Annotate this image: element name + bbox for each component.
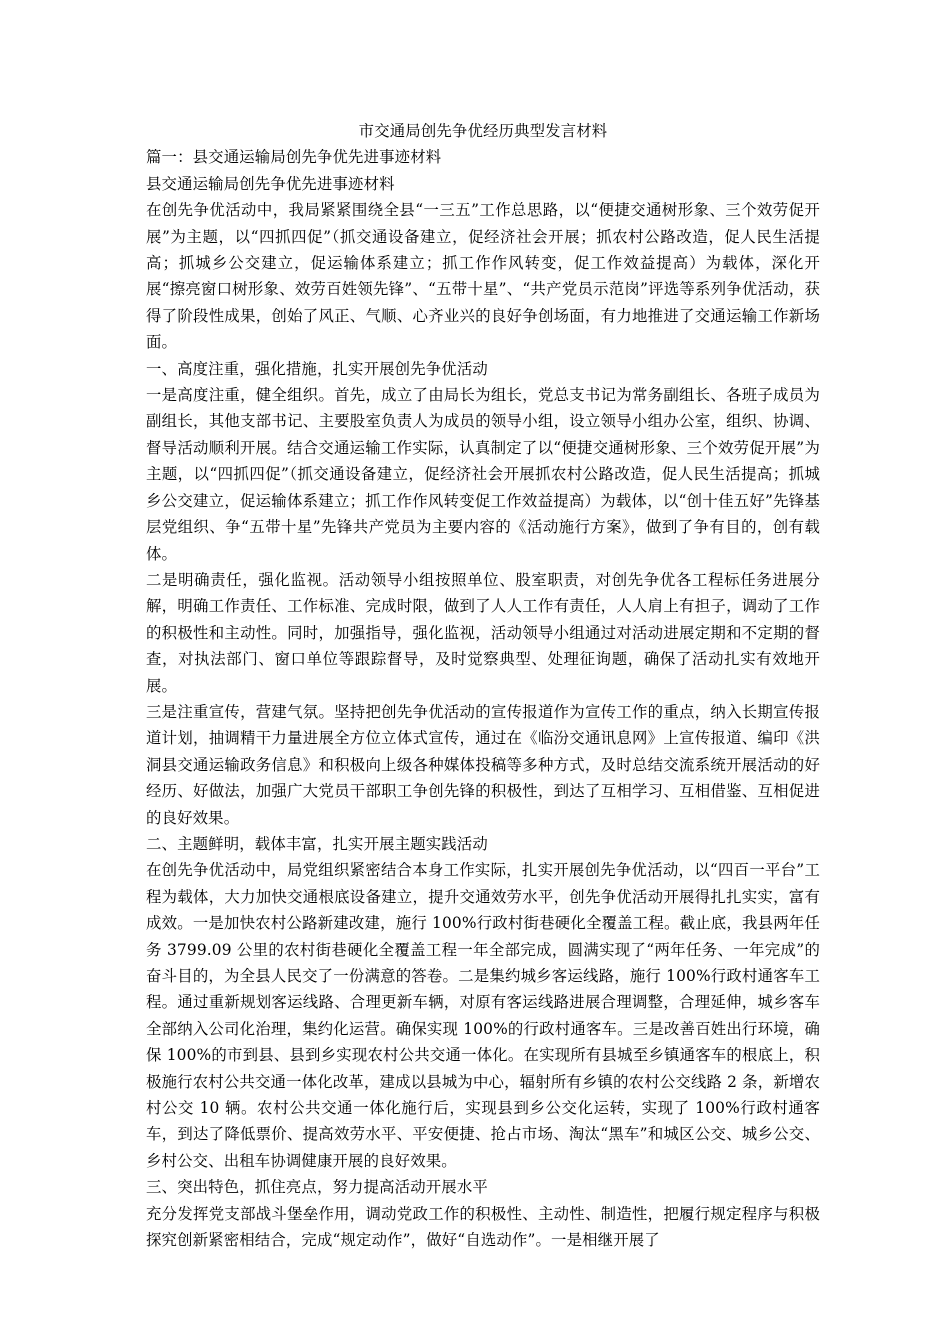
document-title: 市交通局创先争优经历典型发言材料 [358,122,608,140]
body-paragraph: 在创先争优活动中，局党组织紧密结合本身工作实际，扎实开展创先争优活动，以“四百一平台”工程为载体，大力加快交通根底设备建立，提升交通效劳水平，创先争优活动开展得扎扎实实，富有成效。一是加快农村公路新建改建，施行 100%行政村街巷硬化全覆盖工程。截止底，我县两年任务 3799.09 公里的农村街巷硬化全覆盖工程一年全部完成，圆满实现了“两年任务、一年完成”的奋斗目的，为全县人民交了一份满意的答卷。二是集约城乡客运线路，施行 100%行政村通客车工程。通过重新规划客运线路、合理更新车辆，对原有客运线路进展合理调整，合理延伸，城乡客车全部纳入公司化治理，集约化运营。确保实现 100%的行政村通客车。三是改善百姓出行环境，确保 100%的市到县、县到乡实现农村公共交通一体化。在实现所有县城至乡镇通客车的根底上，积极施行农村公共交通一体化改革，建成以县城为中心，辐射所有乡镇的农村公交线路 2 条，新增农村公交 10 辆。农村公共交通一体化施行后，实现县到乡公交化运转，实现了 100%行政村通客车，到达了降低票价、提高效劳水平、平安便捷、抢占市场、淘汰“黑车”和城区公交、城乡公交、乡村公交、出租车协调健康开展的良好效果。 [146,861,820,1170]
section-heading: 篇一：县交通运输局创先争优先进事迹材料 [146,148,442,167]
body-paragraph: 三是注重宣传，营建气氛。坚持把创先争优活动的宣传报道作为宣传工作的重点，纳入长期宣传报道计划，抽调精干力量进展全方位立体式宣传，通过在《临汾交通讯息网》上宣传报道、编印《洪洞县交通运输政务信息》和积极向上级各种媒体投稿等多种方式，及时总结交流系统开展活动的好经历、好做法，加强广大党员干部职工争创先锋的积极性，到达了互相学习、互相借鉴、互相促进的良好效果。 [146,702,820,827]
section-heading: 二、主题鲜明，载体丰富，扎实开展主题实践活动 [146,834,488,853]
section-heading: 一、高度注重，强化措施，扎实开展创先争优活动 [146,359,488,378]
section-heading: 三、突出特色，抓住亮点，努力提高活动开展水平 [146,1178,488,1197]
body-paragraph: 一是高度注重，健全组织。首先，成立了由局长为组长，党总支书记为常务副组长、各班子成员为副组长，其他支部书记、主要股室负责人为成员的领导小组，设立领导小组办公室，组织、协调、督导活动顺利开展。结合交通运输工作实际，认真制定了以“便捷交通树形象、三个效劳促开展”为主题，以“四抓四促”（抓交通设备建立，促经济社会开展抓农村公路改造，促人民生活提高；抓城乡公交建立，促运输体系建立；抓工作作风转变促工作效益提高）为载体，以“创十佳五好”先锋基层党组织、争“五带十星”先锋共产党员为主要内容的《活动施行方案》，做到了争有目的，创有载体。 [146,386,820,563]
subheading: 县交通运输局创先争优先进事迹材料 [146,174,395,193]
body-paragraph: 二是明确责任，强化监视。活动领导小组按照单位、股室职责，对创先争优各工程标任务进展分解，明确工作责任、工作标准、完成时限，做到了人人工作有责任，人人肩上有担子，调动了工作的积极性和主动性。同时，加强指导，强化监视，活动领导小组通过对活动进展定期和不定期的督查，对执法部门、窗口单位等跟踪督导，及时觉察典型、处理征询题，确保了活动扎实有效地开展。 [146,570,820,695]
document-body [146,118,820,1253]
body-paragraph: 在创先争优活动中，我局紧紧围绕全县“一三五”工作总思路，以“便捷交通树形象、三个效劳促开展”为主题，以“四抓四促”（抓交通设备建立，促经济社会开展；抓农村公路改造，促人民生活提高；抓城乡公交建立，促运输体系建立；抓工作作风转变，促工作效益提高）为载体，深化开展“擦亮窗口树形象、效劳百姓领先锋”、“五带十星”、“共产党员示范岗”评选等系列争优活动，获得了阶段性成果，创始了风正、气顺、心齐业兴的良好争创场面，有力地推进了交通运输工作新场面。 [146,201,820,352]
body-paragraph: 充分发挥党支部战斗堡垒作用，调动党政工作的积极性、主动性、制造性，把履行规定程序与积极探究创新紧密相结合，完成“规定动作”，做好“自选动作”。一是相继开展了 [146,1204,820,1250]
